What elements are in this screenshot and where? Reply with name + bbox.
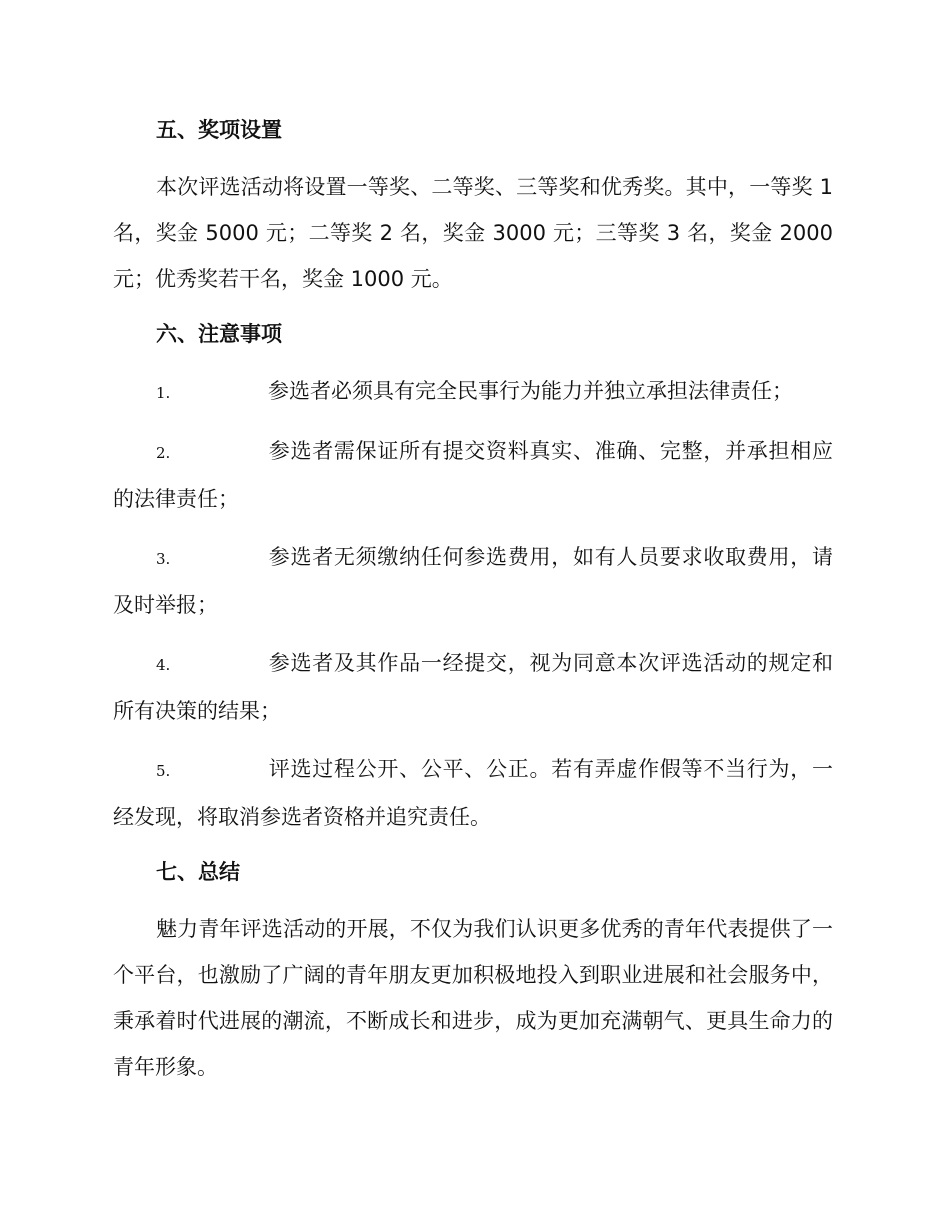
section-heading-summary: 七、总结	[156, 860, 240, 884]
list-item-number: 3.	[156, 550, 171, 568]
section-heading-notes: 六、注意事项	[156, 322, 282, 346]
awards-paragraph: 本次评选活动将设置一等奖、二等奖、三等奖和优秀奖。其中，一等奖 1 名，奖金 5000 元；二等奖 2 名，奖金 3000 元；三等奖 3 名，奖金 2000 元；优秀奖若干名，奖金 1000 元。	[113, 175, 833, 291]
list-item-number: 1.	[156, 384, 171, 402]
list-item	[113, 746, 833, 840]
list-item	[113, 534, 833, 628]
list-item-number: 4.	[156, 656, 171, 674]
list-item-text: 评选过程公开、公平、公正。若有弄虚作假等不当行为，一经发现，将取消参选者资格并追究责任。	[113, 757, 833, 829]
list-item-text: 参选者及其作品一经提交，视为同意本次评选活动的规定和所有决策的结果；	[113, 651, 833, 723]
list-item	[113, 368, 833, 416]
list-item-number: 2.	[156, 444, 171, 462]
list-item	[113, 428, 833, 522]
document-page	[113, 108, 833, 1090]
list-item-text: 参选者需保证所有提交资料真实、准确、完整，并承担相应的法律责任；	[113, 439, 833, 511]
list-item-text: 参选者必须具有完全民事行为能力并独立承担法律责任；	[268, 379, 793, 403]
list-item-number: 5.	[156, 762, 171, 780]
summary-paragraph: 魅力青年评选活动的开展，不仅为我们认识更多优秀的青年代表提供了一个平台，也激励了广阔的青年朋友更加积极地投入到职业进展和社会服务中，秉承着时代进展的潮流，不断成长和进步，成为更加充满朝气、更具生命力的青年形象。	[113, 917, 833, 1079]
list-item-text: 参选者无须缴纳任何参选费用，如有人员要求收取费用，请及时举报；	[113, 545, 833, 617]
section-heading-awards: 五、奖项设置	[156, 118, 282, 142]
list-item	[113, 640, 833, 734]
